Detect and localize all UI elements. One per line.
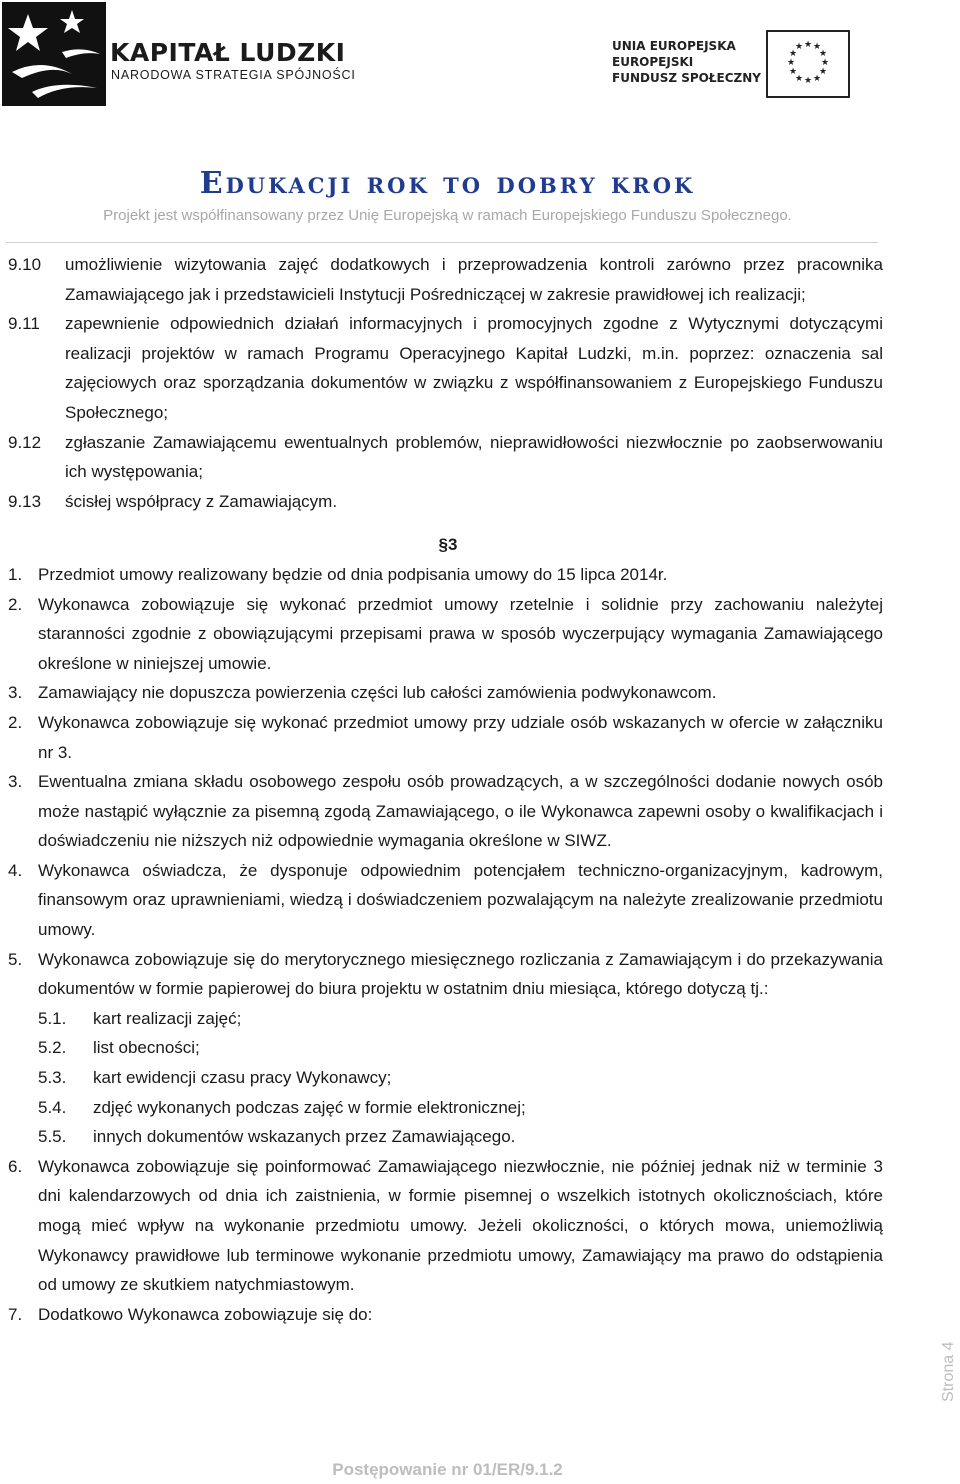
item-text: Przedmiot umowy realizowany będzie od dnia podpisania umowy do 15 lipca 2014r.: [38, 564, 668, 584]
item-text: ścisłej współpracy z Zamawiającym.: [65, 491, 338, 511]
kapital-ludzki-subtitle: NARODOWA STRATEGIA SPÓJNOŚCI: [111, 68, 356, 82]
svg-text:★: ★: [786, 58, 796, 68]
item-number: 9.11: [8, 314, 40, 334]
sub-list-item: [8, 1004, 883, 1034]
sub-list-item: [8, 1093, 883, 1123]
item-number: 1.: [8, 564, 23, 584]
item-text: Wykonawca zobowiązuje się poinformować Zamawiającego niezwłocznie, nie później jednak niż w terminie 3 dni kalendarzowych od dnia ich zaistnienia, w formie pisemnej o wszelkich istotnych okolicznościach, które mogą mieć wpływ na wykonanie przedmiotu umowy. Jeżeli okoliczności, o których mowa, uniemożliwią Wykonawcy prawidłowe lub terminowe wykonanie przedmiotu umowy, Zamawiający ma prawo do odstąpienia od umowy ze skutkiem natychmiastowym.: [38, 1156, 883, 1295]
eu-line-2: EUROPEJSKI: [612, 55, 694, 69]
item-number: 7.: [8, 1304, 23, 1324]
item-text: umożliwienie wizytowania zajęć dodatkowych i przeprowadzenia kontroli zarówno przez pracownika Zamawiającego jak i przedstawicieli Instytucji Pośredniczącej w zakresie prawidłowej ich realizacji;: [65, 255, 883, 304]
eu-line-3: FUNDUSZ SPOŁECZNY: [612, 71, 761, 85]
svg-text:★: ★: [818, 49, 828, 59]
list-item: [8, 678, 883, 708]
svg-text:★: ★: [788, 49, 798, 59]
item-text: zapewnienie odpowiednich działań informacyjnych i promocyjnych zgodne z Wytycznymi dotyczącymi realizacji projektów w ramach Programu Operacyjnego Kapitał Ludzki, m.in. poprzez: oznaczenia sal zajęciowych oraz sporządzania dokumentów w związku z współfinansowaniem z Europejskiego Funduszu Społecznego;: [65, 314, 883, 422]
sub-list-item: [8, 1063, 883, 1093]
svg-text:★: ★: [794, 74, 804, 84]
list-item: [8, 945, 883, 1004]
item-number: 5.5.: [38, 1127, 67, 1147]
document-body: [8, 250, 883, 1329]
item-text: Ewentualna zmiana składu osobowego zespołu osób prowadzących, a w szczególności dodanie nowych osób może nastąpić wyłącznie za pisemną zgodą Zamawiającego, o ile Wykonawca zapewni osoby o kwalifikacjach i doświadczeniu nie niższych niż odpowiednie wymagania określone w SIWZ.: [38, 772, 883, 851]
item-number: 2.: [8, 712, 23, 732]
item-text: zdjęć wykonanych podczas zajęć w formie elektronicznej;: [93, 1097, 526, 1117]
item-text: zgłaszanie Zamawiającemu ewentualnych problemów, nieprawidłowości niezwłocznie po zaobserwowaniu ich występowania;: [65, 432, 883, 482]
list-item: [8, 250, 883, 309]
svg-text:★: ★: [820, 58, 830, 68]
item-text: Wykonawca zobowiązuje się wykonać przedmiot umowy przy udziale osób wskazanych w ofercie w załączniku nr 3.: [38, 712, 883, 762]
svg-text:★: ★: [794, 42, 804, 52]
svg-text:★: ★: [812, 74, 822, 84]
list-item: [8, 856, 883, 945]
item-number: 6.: [8, 1156, 23, 1176]
project-title: Edukacji rok to dobry krok: [199, 166, 696, 201]
kapital-ludzki-emblem-icon: [2, 2, 106, 106]
item-number: 5.: [8, 949, 23, 969]
item-text: innych dokumentów wskazanych przez Zamawiającego.: [93, 1127, 516, 1147]
svg-text:★: ★: [818, 67, 828, 77]
eu-flag-icon: [766, 30, 850, 98]
svg-text:★: ★: [788, 67, 798, 77]
item-text: Dodatkowo Wykonawca zobowiązuje się do:: [38, 1304, 373, 1324]
item-text: list obecności;: [93, 1038, 200, 1058]
list-item: [8, 590, 883, 679]
list-item: [8, 708, 883, 767]
item-text: Wykonawca zobowiązuje się wykonać przedmiot umowy rzetelnie i solidnie przy zachowaniu należytej staranności zgodnie z obowiązującymi przepisami prawa w sposób wyczerpujący wymagania Zamawiającego określone w niniejszej umowie.: [38, 594, 883, 673]
list-item: [8, 1152, 883, 1300]
list-item: [8, 428, 883, 487]
svg-text:★: ★: [803, 40, 813, 50]
page-number: Strona 4: [940, 1341, 957, 1402]
item-number: 9.10: [8, 255, 42, 274]
item-number: 5.3.: [38, 1068, 67, 1088]
item-text: Zamawiający nie dopuszcza powierzenia części lub całości zamówienia podwykonawcom.: [38, 683, 717, 703]
header-divider: [6, 242, 878, 243]
sub-list-item: [8, 1033, 883, 1063]
item-text: Wykonawca zobowiązuje się do merytorycznego miesięcznego rozliczania z Zamawiającym i do przekazywania dokumentów w formie papierowej do biura projektu w ostatnim dniu miesiąca, którego dotyczą tj.:: [38, 949, 883, 999]
item-number: 3.: [8, 683, 23, 703]
item-text: kart ewidencji czasu pracy Wykonawcy;: [93, 1068, 392, 1088]
eu-logo-text: [612, 38, 761, 86]
kapital-ludzki-logo: [2, 2, 382, 106]
item-number: 9.13: [8, 491, 42, 511]
list-item: [8, 767, 883, 856]
eu-line-1: UNIA EUROPEJSKA: [612, 39, 736, 53]
list-item: [8, 487, 883, 517]
item-text: Wykonawca oświadcza, że dysponuje odpowiednim potencjałem techniczno-organizacyjnym, kadrowym, finansowym oraz uprawnieniami, wiedzą i doświadczeniem pozwalającym na należyte zrealizowanie przedmiotu umowy.: [38, 860, 883, 940]
item-number: 5.4.: [38, 1097, 67, 1117]
kapital-ludzki-title: KAPITAŁ LUDZKI: [110, 38, 346, 67]
item-number: 4.: [8, 860, 23, 880]
item-number: 2.: [8, 594, 23, 614]
sub-list-item: [8, 1122, 883, 1152]
footer-reference: Postępowanie nr 01/ER/9.1.2: [332, 1460, 563, 1479]
list-item: [8, 1300, 883, 1330]
project-subtitle: Projekt jest współfinansowany przez Unię Europejską w ramach Europejskiego Funduszu Społecznego.: [103, 207, 792, 224]
svg-text:★: ★: [812, 42, 822, 52]
list-item: [8, 560, 883, 590]
item-number: 9.12: [8, 432, 42, 452]
item-number: 3.: [8, 772, 23, 792]
section-heading: §3: [438, 535, 458, 555]
list-item: [8, 309, 883, 427]
item-number: 5.1.: [38, 1008, 67, 1028]
svg-text:★: ★: [803, 76, 813, 86]
item-text: kart realizacji zajęć;: [93, 1008, 242, 1028]
item-number: 5.2.: [38, 1038, 67, 1058]
